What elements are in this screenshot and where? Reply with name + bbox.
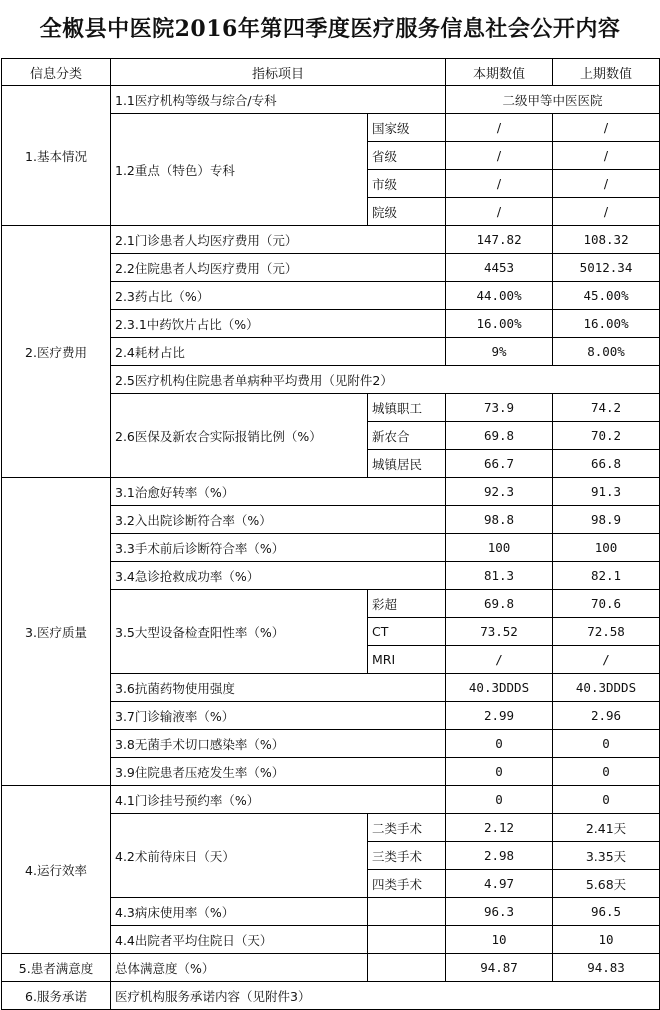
current-value: 96.3 [446, 898, 553, 926]
previous-value: 70.6 [553, 590, 660, 618]
current-value: 100 [446, 534, 553, 562]
indicator-label: 2.4耗材占比 [111, 338, 446, 366]
indicator-label: 3.5大型设备检查阳性率（%） [111, 590, 368, 674]
current-value: 2.99 [446, 702, 553, 730]
current-value: 98.8 [446, 506, 553, 534]
current-value: / [446, 114, 553, 142]
empty-cell [368, 926, 446, 954]
current-value: 92.3 [446, 478, 553, 506]
table-row [2, 786, 660, 814]
header-previous: 上期数值 [553, 59, 660, 86]
previous-value: 45.00% [553, 282, 660, 310]
previous-value: 96.5 [553, 898, 660, 926]
previous-value: 108.32 [553, 226, 660, 254]
previous-value: 2.96 [553, 702, 660, 730]
current-value: / [446, 646, 553, 674]
previous-value: 91.3 [553, 478, 660, 506]
sub-label: 四类手术 [368, 870, 446, 898]
sub-label: 院级 [368, 198, 446, 226]
current-value: 73.9 [446, 394, 553, 422]
current-value: 73.52 [446, 618, 553, 646]
indicator-label: 2.2住院患者人均医疗费用（元） [111, 254, 446, 282]
indicator-label: 4.1门诊挂号预约率（%） [111, 786, 446, 814]
previous-value: 82.1 [553, 562, 660, 590]
previous-value: / [553, 646, 660, 674]
current-value: 4453 [446, 254, 553, 282]
indicator-label: 2.3药占比（%） [111, 282, 446, 310]
sub-label: 城镇居民 [368, 450, 446, 478]
indicator-label: 2.1门诊患者人均医疗费用（元） [111, 226, 446, 254]
table-row [2, 226, 660, 254]
current-value: 4.97 [446, 870, 553, 898]
current-value: 69.8 [446, 422, 553, 450]
indicator-label: 3.6抗菌药物使用强度 [111, 674, 446, 702]
previous-value: / [553, 142, 660, 170]
previous-value: 2.41天 [553, 814, 660, 842]
indicator-label: 4.2术前待床日（天） [111, 814, 368, 898]
current-value: 0 [446, 730, 553, 758]
previous-value: 100 [553, 534, 660, 562]
empty-cell [368, 898, 446, 926]
indicator-label: 3.1治愈好转率（%） [111, 478, 446, 506]
header-current: 本期数值 [446, 59, 553, 86]
previous-value: 8.00% [553, 338, 660, 366]
previous-value: 0 [553, 758, 660, 786]
current-value: 10 [446, 926, 553, 954]
previous-value: / [553, 198, 660, 226]
table-row [2, 86, 660, 114]
table-row [2, 954, 660, 982]
category-quality: 3.医疗质量 [2, 478, 111, 786]
indicator-label: 3.3手术前后诊断符合率（%） [111, 534, 446, 562]
category-satisfaction: 5.患者满意度 [2, 954, 111, 982]
previous-value: 40.3DDDS [553, 674, 660, 702]
sub-label: CT [368, 618, 446, 646]
current-value: / [446, 142, 553, 170]
header-category: 信息分类 [2, 59, 111, 86]
current-value: 44.00% [446, 282, 553, 310]
indicator-label: 3.4急诊抢救成功率（%） [111, 562, 446, 590]
sub-label: 二类手术 [368, 814, 446, 842]
indicator-label: 总体满意度（%） [111, 954, 368, 982]
current-value: / [446, 170, 553, 198]
previous-value: / [553, 114, 660, 142]
empty-cell [368, 954, 446, 982]
page-title: 全椒县中医院2016年第四季度医疗服务信息社会公开内容 [39, 16, 621, 42]
category-efficiency: 4.运行效率 [2, 786, 111, 954]
indicator-label: 3.9住院患者压疮发生率（%） [111, 758, 446, 786]
current-value: 66.7 [446, 450, 553, 478]
previous-value: 94.83 [553, 954, 660, 982]
indicator-label: 4.3病床使用率（%） [111, 898, 368, 926]
indicator-label: 3.8无菌手术切口感染率（%） [111, 730, 446, 758]
sub-label: 新农合 [368, 422, 446, 450]
category-cost: 2.医疗费用 [2, 226, 111, 478]
previous-value: 0 [553, 730, 660, 758]
header-row [2, 59, 660, 86]
header-indicator: 指标项目 [111, 59, 446, 86]
previous-value: 10 [553, 926, 660, 954]
current-value: 16.00% [446, 310, 553, 338]
indicator-label: 医疗机构服务承诺内容（见附件3） [111, 982, 660, 1010]
sub-label: 国家级 [368, 114, 446, 142]
current-value: 40.3DDDS [446, 674, 553, 702]
previous-value: 66.8 [553, 450, 660, 478]
grade-value: 二级甲等中医医院 [446, 86, 660, 114]
indicator-label: 2.3.1中药饮片占比（%） [111, 310, 446, 338]
previous-value: 5.68天 [553, 870, 660, 898]
previous-value: 3.35天 [553, 842, 660, 870]
current-value: 0 [446, 786, 553, 814]
current-value: 0 [446, 758, 553, 786]
sub-label: 三类手术 [368, 842, 446, 870]
previous-value: 5012.34 [553, 254, 660, 282]
indicator-label: 1.1医疗机构等级与综合/专科 [111, 86, 446, 114]
current-value: 9% [446, 338, 553, 366]
current-value: 2.12 [446, 814, 553, 842]
table-row [2, 982, 660, 1010]
indicator-label: 4.4出院者平均住院日（天） [111, 926, 368, 954]
sub-label: 市级 [368, 170, 446, 198]
disclosure-table [1, 58, 660, 1010]
previous-value: 72.58 [553, 618, 660, 646]
previous-value: / [553, 170, 660, 198]
current-value: 147.82 [446, 226, 553, 254]
sub-label: MRI [368, 646, 446, 674]
current-value: 94.87 [446, 954, 553, 982]
previous-value: 16.00% [553, 310, 660, 338]
previous-value: 70.2 [553, 422, 660, 450]
current-value: 2.98 [446, 842, 553, 870]
previous-value: 98.9 [553, 506, 660, 534]
indicator-label: 3.2入出院诊断符合率（%） [111, 506, 446, 534]
previous-value: 74.2 [553, 394, 660, 422]
indicator-label: 3.7门诊输液率（%） [111, 702, 446, 730]
current-value: / [446, 198, 553, 226]
sub-label: 城镇职工 [368, 394, 446, 422]
current-value: 81.3 [446, 562, 553, 590]
indicator-label: 2.6医保及新农合实际报销比例（%） [111, 394, 368, 478]
current-value: 69.8 [446, 590, 553, 618]
indicator-label: 2.5医疗机构住院患者单病种平均费用（见附件2） [111, 366, 660, 394]
previous-value: 0 [553, 786, 660, 814]
category-commitment: 6.服务承诺 [2, 982, 111, 1010]
category-basic: 1.基本情况 [2, 86, 111, 226]
table-row [2, 478, 660, 506]
indicator-label: 1.2重点（特色）专科 [111, 114, 368, 226]
sub-label: 省级 [368, 142, 446, 170]
sub-label: 彩超 [368, 590, 446, 618]
